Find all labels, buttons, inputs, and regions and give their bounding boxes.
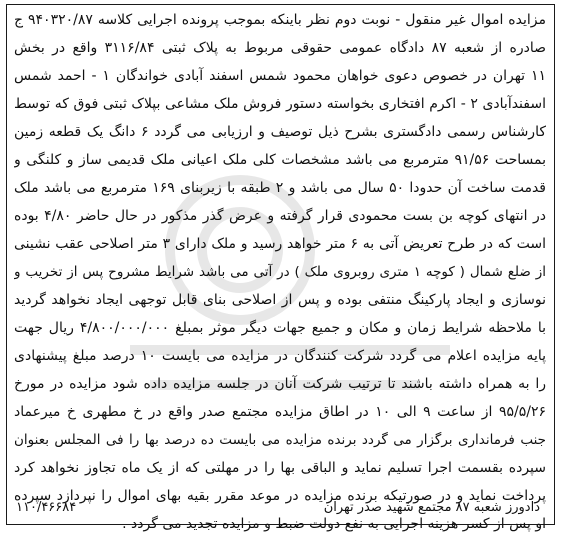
notice-line: صادره از شعبه ۸۷ دادگاه عمومی حقوقی مربوط به پلاک ثبتی ۳۱۱۶/۸۴ واقع در بخش bbox=[14, 40, 546, 56]
notice-line: مزایده اموال غیر منقول - نوبت دوم نظر باینکه بموجب پرونده اجرایی کلاسه ۹۴۰۳۲۰/۸۷ ج bbox=[14, 12, 546, 28]
notice-line: ۹۵/۵/۲۶ از ساعت ۹ الی ۱۰ در اطاق مزایده مجتمع صدر واقع در خ مطهری خ میرعماد bbox=[14, 404, 546, 420]
notice-line: نوسازی و ایجاد پارکینگ منتفی بوده و پس از اصلاحی بنای قابل توجهی ایجاد نخواهد گردید bbox=[14, 292, 546, 308]
notice-body bbox=[14, 6, 546, 538]
notice-line: بمساحت ۹۱/۵۶ مترمربع می باشد مشخصات کلی ملک اعیانی ملک قدیمی ساز و کلنگی و bbox=[14, 152, 546, 168]
notice-line: قدمت ساخت آن حدودا ۵۰ سال می باشد و ۲ طبقه با زیربنای ۱۶۹ مترمربع می باشد ملک bbox=[14, 180, 546, 196]
notice-line: پایه مزایده اعلام می گردد شرکت کنندگان در مزایده می بایست ۱۰ درصد مبلغ پیشنهادی bbox=[14, 348, 546, 364]
notice-line: ۱۱ تهران در خصوص دعوی خواهان محمود شمس اسفند آبادی خواندگان ۱ - احمد شمس bbox=[14, 68, 546, 84]
notice-line: با ملاحظه شرایط زمان و مکان و جمیع جهات دیگر موثر بمبلغ ۴/۸۰۰/۰۰۰/۰۰۰ ریال جهت bbox=[14, 320, 546, 336]
notice-line: را به همراه داشته باشند تا ترتیب شرکت آنان در جلسه مزایده داده شود مزایده در مورخ bbox=[14, 376, 546, 392]
notice-line: جنب فرمانداری برگزار می گردد برنده مزایده می بایست ده درصد بها را فی المجلس بعنوان bbox=[14, 432, 546, 448]
notice-line: پرداخت نماید و در صورتیکه برنده مزایده در موعد مقرر بقیه بهای اموال را نپردازد سپرده bbox=[14, 488, 546, 504]
notice-line: از ضلع شمال ( کوچه ۱ متری روبروی ملک ) در آتی می باشد شرایط مشروح پس از تخریب و bbox=[14, 264, 546, 280]
notice-line: در انتهای کوچه بن بست محمودی قرار گرفته و عرض گذر مذکور در حال حاضر ۴/۸۰ بوده bbox=[14, 208, 546, 224]
notice-line: است که در طرح تعریض آتی به ۶ متر خواهد رسید و ملک دارای ۳ متر اصلاحی عقب نشینی bbox=[14, 236, 546, 252]
notice-code: ۱۱۰/۴۶۶۸۴ bbox=[16, 500, 77, 515]
notice-line: اسفندآبادی ۲ - اکرم افتخاری بخواسته دستور فروش ملک مشاعی بپلاک ثبتی فوق که توسط bbox=[14, 96, 546, 112]
notice-line: او پس از کسر هزینه اجرایی به نفع دولت ضبط و مزایده تجدید می گردد . bbox=[122, 516, 546, 532]
notice-line: کارشناس رسمی دادگستری بشرح ذیل توصیف و ارزیابی می گردد ۶ دانگ یک قطعه زمین bbox=[14, 124, 546, 140]
signature-line: دادورز شعبه ۸۷ مجتمع شهید صدر تهران bbox=[323, 500, 540, 515]
notice-line: سپرده بقسمت اجرا تسلیم نماید و الباقی بها را در مهلتی که از یک ماه تجاوز نخواهد کرد bbox=[14, 460, 546, 476]
notice-footer bbox=[14, 496, 546, 520]
